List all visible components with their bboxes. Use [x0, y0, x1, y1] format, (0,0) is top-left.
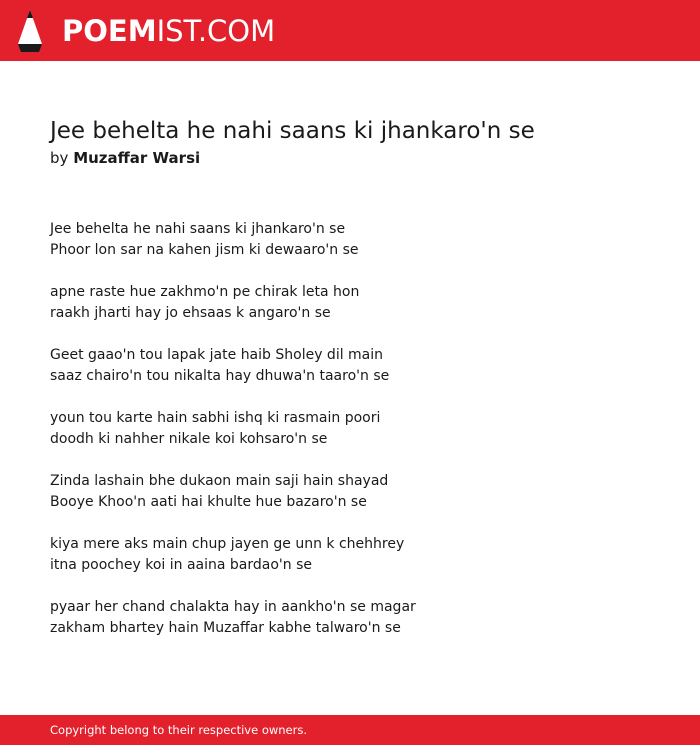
poem-line: Zinda lashain bhe dukaon main saji hain shayad: [50, 473, 389, 489]
site-header: [0, 0, 700, 61]
author-name: Muzaffar Warsi: [73, 149, 201, 167]
stanza: [50, 597, 670, 639]
stanza: [50, 471, 670, 513]
poem-body: [50, 219, 670, 639]
site-logo-text[interactable]: [62, 11, 275, 51]
poem-line: apne raste hue zakhmo'n pe chirak leta hon: [50, 284, 360, 300]
pencil-logo-icon[interactable]: [18, 10, 42, 52]
brand-bold: POEM: [62, 14, 157, 48]
poem-line: raakh jharti hay jo ehsaas k angaro'n se: [50, 305, 331, 321]
stanza: [50, 219, 670, 261]
stanza: [50, 282, 670, 324]
poem-line: Geet gaao'n tou lapak jate haib Sholey dil main: [50, 347, 384, 363]
copyright-text: Copyright belong to their respective owners.: [50, 723, 308, 737]
poem-line: pyaar her chand chalakta hay in aankho'n se magar: [50, 599, 416, 615]
byline-prefix: by: [50, 149, 69, 167]
poem-line: zakham bhartey hain Muzaffar kabhe talwaro'n se: [50, 620, 401, 636]
stanza: [50, 345, 670, 387]
poem-line: kiya mere aks main chup jayen ge unn k chehhrey: [50, 536, 405, 552]
poem-line: doodh ki nahher nikale koi kohsaro'n se: [50, 431, 328, 447]
poem-line: Jee behelta he nahi saans ki jhankaro'n se: [50, 221, 346, 237]
site-footer: [0, 715, 700, 745]
poem-line: Phoor lon sar na kahen jism ki dewaaro'n se: [50, 242, 359, 258]
poem-line: itna poochey koi in aaina bardao'n se: [50, 557, 312, 573]
poem-title: Jee behelta he nahi saans ki jhankaro'n se: [50, 118, 535, 144]
poem-line: Booye Khoo'n aati hai khulte hue bazaro'n se: [50, 494, 367, 510]
stanza: [50, 534, 670, 576]
poem-line: youn tou karte hain sabhi ishq ki rasmain poori: [50, 410, 381, 426]
poem-line: saaz chairo'n tou nikalta hay dhuwa'n taaro'n se: [50, 368, 390, 384]
brand-light: IST.COM: [156, 14, 276, 48]
stanza: [50, 408, 670, 450]
poem-content: [50, 116, 670, 660]
byline: [50, 148, 670, 168]
